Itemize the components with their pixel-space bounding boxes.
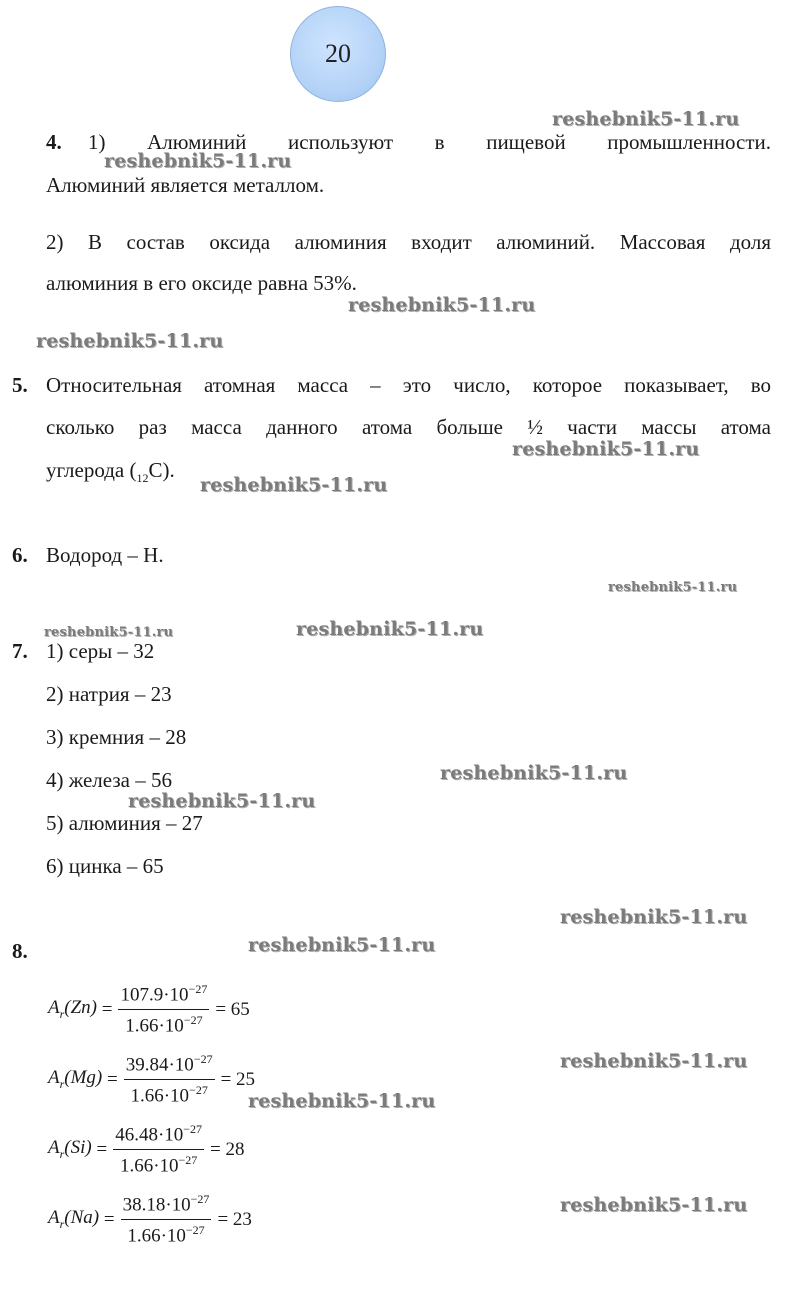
watermark: reshebnik5-11.ru xyxy=(560,906,748,928)
page-number: 20 xyxy=(325,39,351,68)
watermark: reshebnik5-11.ru xyxy=(248,1090,436,1112)
watermark: reshebnik5-11.ru xyxy=(128,790,316,812)
q5-line3: углерода $(_{12}C)$. xyxy=(46,458,175,486)
watermark: reshebnik5-11.ru xyxy=(200,474,388,496)
formula-mg: $A_r(Mg)$ = $\frac{39.84\cdot 10^{-27}}{1.66\cdot 10^{-27}}$ = 25 xyxy=(48,1052,256,1107)
watermark: reshebnik5-11.ru xyxy=(36,330,224,352)
q8-number: 8. xyxy=(12,939,28,963)
q4-p2-line1: 2) В состав оксида алюминия входит алюминий. Массовая доля xyxy=(46,230,771,254)
formula-si: $A_r(Si)$ = $\frac{46.48\cdot 10^{-27}}{1.66\cdot 10^{-27}}$ = 28 xyxy=(48,1122,245,1177)
watermark: reshebnik5-11.ru xyxy=(560,1050,748,1072)
q4-p1-line1: 1) Алюминий используют в пищевой промышленности. xyxy=(88,130,771,154)
q7-number: 7. xyxy=(12,639,28,663)
q4-p1-line2: Алюминий является металлом. xyxy=(46,173,325,197)
watermark: reshebnik5-11.ru xyxy=(248,934,436,956)
watermark: reshebnik5-11.ru xyxy=(552,108,740,130)
q7-item: 6) цинка – 65 xyxy=(46,854,164,878)
page-number-badge xyxy=(290,6,386,102)
q7-item: 1) серы – 32 xyxy=(46,639,155,663)
watermark: reshebnik5-11.ru xyxy=(560,1194,748,1216)
q4-number: 4. xyxy=(46,130,62,154)
watermark: reshebnik5-11.ru xyxy=(512,438,700,460)
q7-item: 5) алюминия – 27 xyxy=(46,811,203,835)
q6-text: Водород – Н. xyxy=(46,543,164,567)
watermark: reshebnik5-11.ru xyxy=(348,294,536,316)
q5-line1: Относительная атомная масса – это число, которое показывает, во xyxy=(46,373,771,397)
q7-item: 4) железа – 56 xyxy=(46,768,172,792)
q5-number: 5. xyxy=(12,373,28,397)
q4-p2-line2: алюминия в его оксиде равна 53%. xyxy=(46,271,357,295)
q7-item: 2) натрия – 23 xyxy=(46,682,172,706)
q7-item: 3) кремния – 28 xyxy=(46,725,187,749)
watermark: reshebnik5-11.ru xyxy=(440,762,628,784)
watermark: reshebnik5-11.ru xyxy=(104,150,292,172)
q5-line2: сколько раз масса данного атома больше ½ части массы атома xyxy=(46,415,771,439)
watermark: reshebnik5-11.ru xyxy=(44,625,174,640)
formula-zn: $A_r(Zn)$ = $\frac{107.9\cdot 10^{-27}}{1.66\cdot 10^{-27}}$ = 65 xyxy=(48,982,250,1037)
watermark: reshebnik5-11.ru xyxy=(296,618,484,640)
watermark: reshebnik5-11.ru xyxy=(608,580,738,595)
formula-na: $A_r(Na)$ = $\frac{38.18\cdot 10^{-27}}{1.66\cdot 10^{-27}}$ = 23 xyxy=(48,1192,252,1247)
q6-number: 6. xyxy=(12,543,28,567)
